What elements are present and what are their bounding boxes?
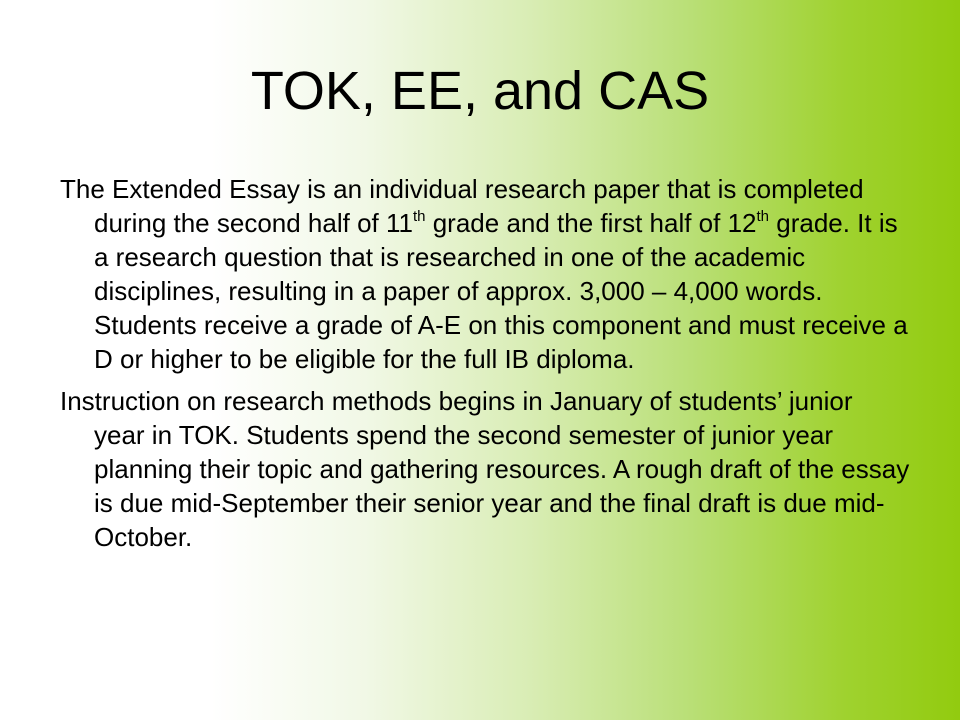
paragraph-text-part-1: The Extended Essay is an individual research paper that is completed during the second half of 11 <box>60 174 864 238</box>
paragraph-text-part-2: grade and the first half of 12 <box>425 208 757 238</box>
paragraph-text-part-3: grade. It is a research question that is researched in one of the academic disciplines, resulting in a paper of approx. 3,000 – 4,000 words. Students receive a grade of A-E on this component and must receive a D or higher to be eligible for the full IB diploma. <box>94 208 908 374</box>
slide-title: TOK, EE, and CAS <box>250 61 710 121</box>
instruction-paragraph: Instruction on research methods begins in January of students’ junior year in TOK. Students spend the second semester of junior year planning their topic and gathering resources. A rough draft of the essay is due mid-September their senior year and the final draft is due mid-October. <box>60 386 910 552</box>
superscript-th-2: th <box>756 208 770 225</box>
extended-essay-paragraph <box>60 172 910 376</box>
slide-body <box>60 172 910 562</box>
superscript-th-1: th <box>412 208 426 225</box>
